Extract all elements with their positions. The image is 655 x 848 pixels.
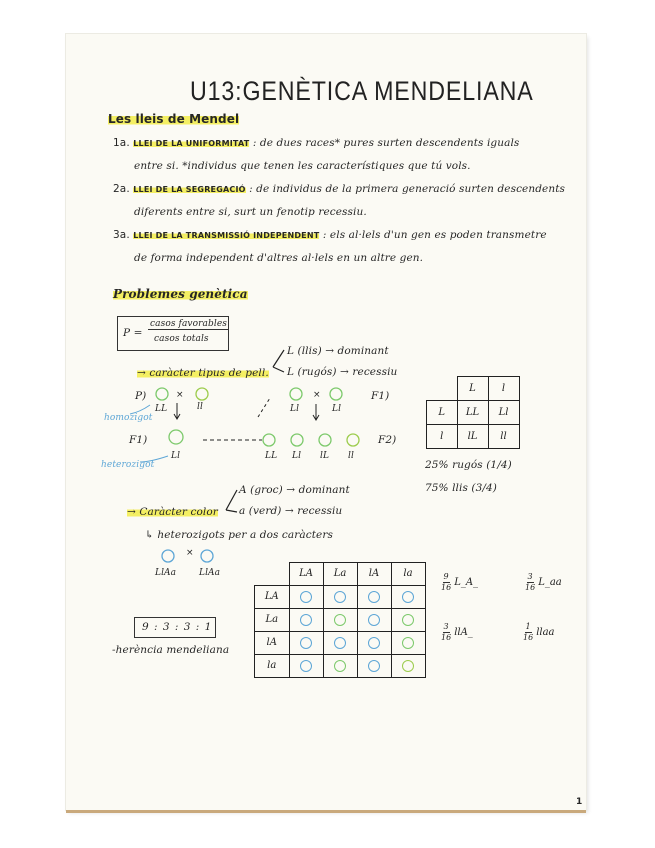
punnett-2-row-header: lA [255, 631, 290, 654]
fraction-genotype: L_A_ [454, 577, 479, 588]
result-llis: 75% llis (3/4) [425, 482, 497, 494]
punnett-2-col-header: LA [289, 563, 323, 586]
trait-2-dominant: A (groc) → dominant [239, 484, 350, 496]
f1-label: F1) [129, 434, 148, 446]
formula-p: P = [123, 327, 143, 339]
law-2-name: LLEI DE LA SEGREGACIÓ [133, 185, 246, 194]
fraction-numerator: 1 [525, 622, 531, 631]
fraction-denominator: 16 [523, 633, 534, 642]
p-times: × [176, 390, 184, 400]
p-parent-2: ll [197, 402, 203, 412]
heterozigot-pointer [140, 456, 168, 462]
punnett-2-row-header: La [255, 608, 290, 631]
trait-1-label: → caràcter tipus de pell. [137, 367, 269, 379]
law-2-text-2: diferents entre si, surt un fenotip recessiu. [134, 206, 367, 218]
f2-circle-4 [347, 434, 359, 446]
trait-2-recessive: a (verd) → recessiu [239, 505, 343, 517]
f1-right-label: F1) [371, 390, 390, 402]
page-title: U13:GENÈTICA MENDELIANA [190, 76, 534, 106]
fraction-denominator: 16 [441, 583, 452, 592]
fraction-numerator: 3 [443, 622, 449, 631]
f2-1: LL [265, 451, 278, 461]
law-3-num: 3a. [113, 229, 130, 241]
formula-numerator: casos favorables [150, 319, 227, 329]
homozigot-pointer [130, 405, 150, 414]
f1-right-2: Ll [332, 404, 342, 414]
dihybrid-note: ↳ heterozigots per a dos caràcters [145, 529, 333, 541]
heterozigot-label: heterozigot [101, 460, 155, 470]
fraction-denominator: 16 [441, 633, 452, 642]
dihybrid-parent-1: LlAa [155, 568, 177, 578]
law-2-text: : de individus de la primera generació surten descendents [249, 183, 566, 195]
f2-2: Ll [292, 451, 302, 461]
trait-1-recessive: L (rugós) → recessiu [287, 366, 398, 378]
f2-4: ll [348, 451, 354, 461]
trait-2-label: → Caràcter color [127, 506, 218, 518]
p-down-arrow [174, 403, 180, 419]
f2-circle-2 [291, 434, 303, 446]
f1-right-1: Ll [290, 404, 300, 414]
punnett-1-row-header: L [427, 401, 458, 425]
punnett-2-row-header: la [255, 654, 290, 677]
section-heading-mendel: Les lleis de Mendel [108, 112, 240, 126]
punnett-2-col-header: lA [357, 563, 391, 586]
page-number: 1 [576, 797, 583, 807]
branch-bracket-1 [273, 350, 284, 372]
fraction-numerator: 3 [527, 572, 533, 581]
punnett-1-col-header: L [457, 377, 488, 401]
punnett-1-cell: ll [488, 425, 519, 449]
law-1-name: LLEI DE LA UNIFORMITAT [133, 139, 250, 148]
f1-genotype: Ll [171, 451, 181, 461]
result-rugos: 25% rugós (1/4) [425, 459, 512, 471]
punnett-2-row-header: LA [255, 585, 290, 608]
ratio-label: -herència mendeliana [112, 644, 230, 656]
f2-circle-1 [263, 434, 275, 446]
law-3-name: LLEI DE LA TRANSMISSIÓ INDEPENDENT [133, 231, 320, 240]
trait-1-dominant: L (llis) → dominant [287, 345, 389, 357]
fraction-genotype: llA_ [454, 627, 473, 638]
law-1-text-2: entre si. *individus que tenen les característiques que tú vols. [134, 160, 471, 172]
p-circle-1 [156, 388, 168, 400]
dihybrid-circle-2 [201, 550, 213, 562]
punnett-1-cell: lL [457, 425, 488, 449]
f1-right-circle-2 [330, 388, 342, 400]
section-heading-problems: Problemes genètica [113, 287, 248, 301]
branch-bracket-2 [226, 490, 237, 512]
f1-right-down-arrow [313, 404, 319, 420]
f2-circle-3 [319, 434, 331, 446]
fraction-numerator: 9 [443, 572, 449, 581]
fraction-genotype: llaa [536, 627, 555, 638]
homozigot-label: homozigot [104, 413, 153, 423]
punnett-1-col-header: l [488, 377, 519, 401]
fraction-denominator: 16 [525, 583, 536, 592]
punnett-1-cell: LL [457, 401, 488, 425]
punnett-1-cell: Ll [488, 401, 519, 425]
dihybrid-parent-2: LlAa [199, 568, 221, 578]
dihybrid-circle-1 [162, 550, 174, 562]
dihybrid-times: × [186, 548, 194, 558]
f1-dashed-arrow [258, 398, 270, 417]
law-3-text: : els al·lels d'un gen es poden transmetre [322, 229, 547, 241]
law-1-text: : de dues races* pures surten descendents iguals [252, 137, 520, 149]
ratio-text: 9 : 3 : 3 : 1 [142, 621, 213, 633]
fraction-genotype: L_aa [538, 577, 562, 588]
f1-right-times: × [313, 390, 321, 400]
punnett-1-row-header: l [427, 425, 458, 449]
punnett-2-col-header: La [323, 563, 357, 586]
f2-3: lL [320, 451, 330, 461]
p-generation-label: P) [135, 390, 147, 402]
f2-label: F2) [378, 434, 397, 446]
law-3-text-2: de forma independent d'altres al·lels en un altre gen. [134, 252, 424, 264]
law-1-num: 1a. [113, 137, 130, 149]
f1-right-circle-1 [290, 388, 302, 400]
punnett-2-col-header: la [391, 563, 425, 586]
p-circle-2 [196, 388, 208, 400]
p-parent-1: LL [155, 404, 168, 414]
formula-denominator: casos totals [154, 334, 209, 344]
law-2-num: 2a. [113, 183, 130, 195]
f1-circle [169, 430, 183, 444]
